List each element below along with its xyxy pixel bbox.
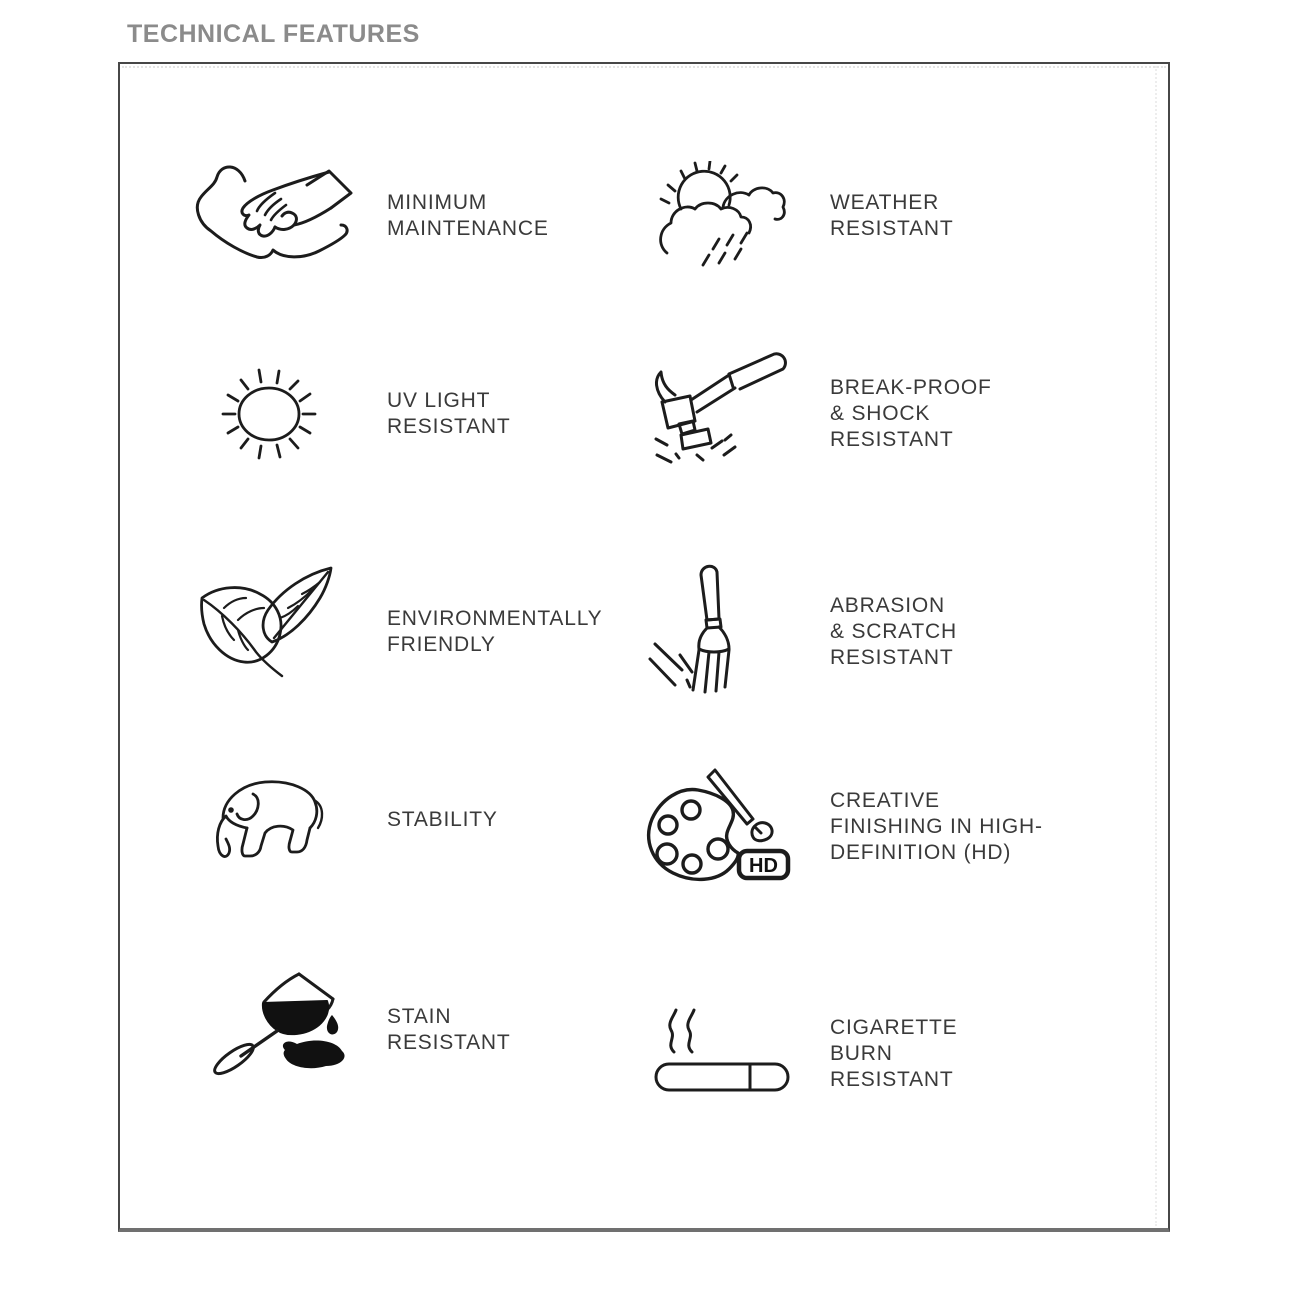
spilled-wine-glass-icon [150, 960, 387, 1100]
feature-label-line: & SCRATCH [830, 620, 957, 643]
feature-label-line: STABILITY [387, 808, 498, 831]
feature-label [830, 593, 957, 671]
feature-label-line: FRIENDLY [387, 633, 496, 656]
feature-label-line: RESISTANT [830, 1068, 954, 1091]
elephant-icon [150, 770, 387, 870]
feature-label [830, 788, 1043, 866]
feature-cigarette-burn-resistant [620, 974, 1125, 1134]
features-box [118, 62, 1170, 1232]
feature-label-line: WEATHER [830, 191, 940, 214]
feature-label [387, 807, 498, 833]
feature-stability [150, 740, 655, 900]
feature-label [830, 1015, 957, 1093]
hand-wiping-cloth-icon [150, 151, 387, 281]
feature-label-line: & SHOCK [830, 402, 931, 425]
feature-break-proof [620, 334, 1125, 494]
feature-label-line: RESISTANT [830, 646, 954, 669]
fork-scratch-icon [620, 557, 830, 707]
feature-label-line: BURN [830, 1042, 893, 1065]
feature-label-line: RESISTANT [830, 428, 954, 451]
hd-badge-label: HD [749, 855, 778, 877]
sun-icon [150, 359, 387, 469]
feature-label [387, 606, 602, 658]
feature-abrasion-resistant [620, 552, 1125, 712]
feature-stain-resistant [150, 950, 655, 1110]
feature-uv-light-resistant [150, 334, 655, 494]
feature-weather-resistant [620, 136, 1125, 296]
sun-cloud-rain-icon [620, 161, 830, 271]
feature-label-line: MAINTENANCE [387, 217, 549, 240]
feature-label [387, 388, 511, 440]
cigarette-icon [620, 1004, 830, 1104]
feature-label-line: ABRASION [830, 594, 945, 617]
feature-label [387, 1004, 511, 1056]
feature-label-line: STAIN [387, 1005, 452, 1028]
feature-label-line: MINIMUM [387, 191, 488, 214]
dotted-inner-line-top [122, 66, 1166, 68]
feature-label-line: UV LIGHT [387, 389, 491, 412]
feature-label-line: RESISTANT [830, 217, 954, 240]
paint-palette-brush-icon [620, 757, 830, 897]
page-title: TECHNICAL FEATURES [127, 20, 420, 48]
feature-label-line: FINISHING IN HIGH- [830, 815, 1043, 838]
feature-label [830, 190, 954, 242]
leaves-icon [150, 560, 387, 705]
feature-label-line: DEFINITION (HD) [830, 841, 1012, 864]
hammer-icon [620, 344, 830, 484]
feature-label-line: BREAK-PROOF [830, 376, 992, 399]
dotted-inner-line-right [1155, 66, 1157, 1226]
feature-label [830, 375, 992, 453]
feature-label-line: ENVIRONMENTALLY [387, 607, 603, 630]
feature-label-line: CIGARETTE [830, 1016, 958, 1039]
feature-label [387, 190, 549, 242]
feature-minimum-maintenance [150, 136, 655, 296]
feature-label-line: RESISTANT [387, 415, 511, 438]
feature-environmentally-friendly [150, 552, 655, 712]
feature-label-line: CREATIVE [830, 789, 940, 812]
feature-creative-finishing [620, 747, 1125, 907]
feature-label-line: RESISTANT [387, 1031, 511, 1054]
